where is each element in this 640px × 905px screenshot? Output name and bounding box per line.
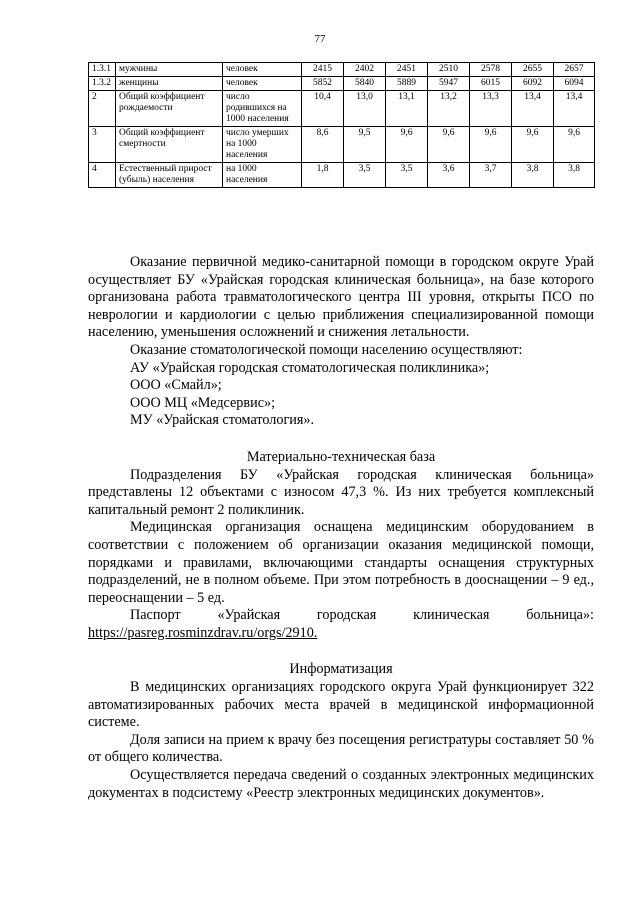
value-cell: 10,4 xyxy=(302,91,344,127)
value-cell: 6092 xyxy=(512,77,554,91)
value-cell: 13,3 xyxy=(470,91,512,127)
dental-item: ООО МЦ «Медсервис»; xyxy=(130,394,276,411)
passport-link[interactable]: https://pasreg.rosminzdrav.ru/orgs/2910. xyxy=(88,624,318,641)
base-paragraph-1: Подразделения БУ «Урайская городская клиническая больница» представлены 12 объектами с износом 47,3 %. Из них требуется комплексный капитальный ремонт 2 поликлиник. xyxy=(88,466,594,518)
unit-cell: на 1000 населения xyxy=(223,163,302,188)
it-paragraph-1: В медицинских организациях городского округа Урай функционирует 322 автоматизированных рабочих места врачей в медицинской информационной системе. xyxy=(88,679,594,731)
indicator-name-cell: женщины xyxy=(116,77,223,91)
value-cell: 9,6 xyxy=(470,127,512,163)
passport-paragraph xyxy=(88,607,594,625)
value-cell: 3,7 xyxy=(470,163,512,188)
value-cell: 13,4 xyxy=(554,91,595,127)
value-cell: 1,8 xyxy=(302,163,344,188)
section-heading-base: Материально-техническая база xyxy=(246,448,436,465)
value-cell: 2578 xyxy=(470,63,512,77)
value-cell: 2510 xyxy=(428,63,470,77)
dental-item: МУ «Урайская стоматология». xyxy=(130,412,315,429)
value-cell: 3,8 xyxy=(554,163,595,188)
body-text xyxy=(88,254,594,802)
unit-cell: человек xyxy=(223,63,302,77)
it-paragraph-2: Доля записи на прием к врачу без посещения регистратуры составляет 50 % от общего количества. xyxy=(88,731,594,766)
value-cell: 6015 xyxy=(470,77,512,91)
dental-intro: Оказание стоматологической помощи населению осуществляют: xyxy=(130,341,523,358)
row-number-cell: 1.3.2 xyxy=(89,77,116,91)
value-cell: 3,8 xyxy=(512,163,554,188)
indicator-name-cell: мужчины xyxy=(116,63,223,77)
passport-text: Паспорт «Урайская городская клиническая больница»: xyxy=(130,607,594,624)
base-paragraph-2: Медицинская организация оснащена медицинским оборудованием в соответствии с положением об организации оказания медицинской помощи, порядками и правилами, включающими стандарты оснащения структурных подразделений, не в полном объеме. При этом потребность в дооснащении – 9 ед., переоснащении – 5 ед. xyxy=(88,519,594,606)
value-cell: 9,6 xyxy=(386,127,428,163)
table-row xyxy=(89,91,595,127)
value-cell: 3,5 xyxy=(344,163,386,188)
table-row xyxy=(89,163,595,188)
table-row xyxy=(89,77,595,91)
unit-cell: число умерших на 1000 населения xyxy=(223,127,302,163)
row-number-cell: 3 xyxy=(89,127,116,163)
statistics-table xyxy=(88,62,595,188)
table-body xyxy=(89,63,595,188)
primary-care-paragraph: Оказание первичной медико-санитарной помощи в городском округе Урай осуществляет БУ «Урайская городская клиническая больница», на базе которого организована работа травматологического центра III уровня, открыты ПСО по неврологии и кардиологии с целью приближения специализированной помощи населению, уменьшения осложнений и снижения летальности. xyxy=(88,254,594,341)
page-number: 77 xyxy=(314,33,326,45)
dental-item: АУ «Урайская городская стоматологическая поликлиника»; xyxy=(130,359,490,376)
value-cell: 5947 xyxy=(428,77,470,91)
value-cell: 2402 xyxy=(344,63,386,77)
value-cell: 9,6 xyxy=(512,127,554,163)
dental-item: ООО «Смайл»; xyxy=(130,377,222,394)
row-number-cell: 1.3.1 xyxy=(89,63,116,77)
passport-link-line xyxy=(88,625,594,643)
table-row xyxy=(89,127,595,163)
section-heading-it: Информатизация xyxy=(289,661,393,678)
indicator-name-cell: Общий коэффициент смертности xyxy=(116,127,223,163)
value-cell: 13,2 xyxy=(428,91,470,127)
value-cell: 5852 xyxy=(302,77,344,91)
value-cell: 5889 xyxy=(386,77,428,91)
value-cell: 13,4 xyxy=(512,91,554,127)
value-cell: 9,6 xyxy=(554,127,595,163)
table-row xyxy=(89,63,595,77)
value-cell: 3,6 xyxy=(428,163,470,188)
value-cell: 13,1 xyxy=(386,91,428,127)
value-cell: 3,5 xyxy=(386,163,428,188)
value-cell: 2451 xyxy=(386,63,428,77)
value-cell: 13,0 xyxy=(344,91,386,127)
value-cell: 8,6 xyxy=(302,127,344,163)
unit-cell: число родившихся на 1000 населения xyxy=(223,91,302,127)
value-cell: 2415 xyxy=(302,63,344,77)
it-paragraph-3: Осуществляется передача сведений о созданных электронных медицинских документах в подсистему «Реестр электронных медицинских документов». xyxy=(88,767,594,801)
value-cell: 9,6 xyxy=(428,127,470,163)
value-cell: 5840 xyxy=(344,77,386,91)
row-number-cell: 2 xyxy=(89,91,116,127)
value-cell: 9,5 xyxy=(344,127,386,163)
value-cell: 6094 xyxy=(554,77,595,91)
unit-cell: человек xyxy=(223,77,302,91)
value-cell: 2655 xyxy=(512,63,554,77)
indicator-name-cell: Естественный прирост (убыль) населения xyxy=(116,163,223,188)
value-cell: 2657 xyxy=(554,63,595,77)
indicator-name-cell: Общий коэффициент рождаемости xyxy=(116,91,223,127)
row-number-cell: 4 xyxy=(89,163,116,188)
